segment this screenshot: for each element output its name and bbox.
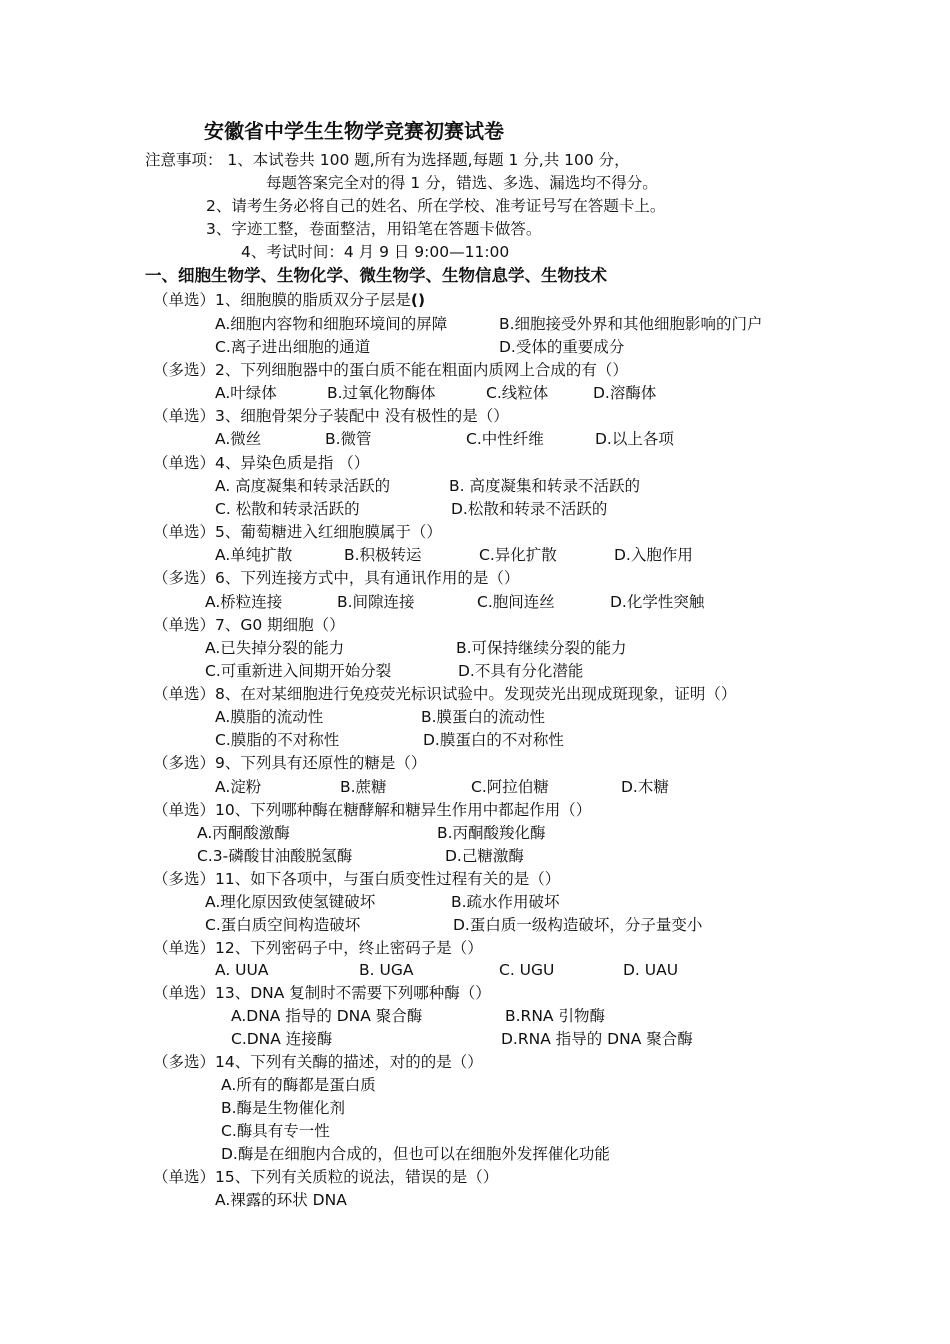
option: D.木糖 [621,778,669,796]
option: D.受体的重要成分 [499,338,625,356]
option: D. UAU [623,961,679,979]
option: B. 高度凝集和转录不活跃的 [449,477,640,495]
option: C.线粒体 [486,384,549,402]
question-stem: （单选）7、G0 期细胞（） [153,616,345,634]
option: A.微丝 [215,430,262,448]
option: A.膜脂的流动性 [215,708,324,726]
option: D.膜蛋白的不对称性 [423,731,564,749]
option: B.间隙连接 [337,593,415,611]
option: B.酶是生物催化剂 [221,1099,346,1117]
option: D.松散和转录不活跃的 [451,500,608,518]
option: D.酶是在细胞内合成的，但也可以在细胞外发挥催化功能 [221,1145,610,1163]
question-stem: （单选）4、异染色质是指 （） [153,454,370,472]
option: A.理化原因致使氢键破坏 [205,893,376,911]
question-stem: （多选）11、如下各项中，与蛋白质变性过程有关的是（） [153,870,561,888]
question-stem: （多选）14、下列有关酶的描述，对的的是（） [153,1053,483,1071]
option: A.已失掉分裂的能力 [205,639,345,657]
option: C.胞间连丝 [477,593,555,611]
option: C.异化扩散 [479,546,557,564]
note-line-4: 3、字迹工整，卷面整洁，用铅笔在答题卡做答。 [206,220,542,238]
option: B.疏水作用破坏 [451,893,560,911]
option: A.叶绿体 [215,384,277,402]
option: B.细胞接受外界和其他细胞影响的门户 [499,315,763,333]
option: A.单纯扩散 [215,546,293,564]
option: B. UGA [359,961,414,979]
question-stem: （多选）6、下列连接方式中，具有通讯作用的是（） [153,569,520,587]
option: D.RNA 指导的 DNA 聚合酶 [501,1030,693,1048]
option: D.蛋白质一级构造破坏，分子量变小 [453,916,703,934]
question-stem: （单选）1、细胞膜的脂质双分子层是() [153,291,426,309]
question-stem: （单选）12、下列密码子中，终止密码子是（） [153,939,483,957]
option: B.微管 [325,430,372,448]
question-stem: （单选）13、DNA 复制时不需要下列哪种酶（） [153,984,491,1002]
question-stem: （单选）3、细胞骨架分子装配中 没有极性的是（） [153,407,509,425]
option: B.RNA 引物酶 [505,1007,605,1025]
option: B.蔗糖 [340,778,387,796]
option: D.不具有分化潜能 [458,662,584,680]
option: B.丙酮酸羧化酶 [437,824,546,842]
option: C.膜脂的不对称性 [215,731,340,749]
option: D.己糖激酶 [445,847,524,865]
question-stem: （多选）2、下列细胞器中的蛋白质不能在粗面内质网上合成的有（） [153,361,628,379]
option: A.细胞内容物和细胞环境间的屏障 [215,315,448,333]
question-stem: （单选）15、下列有关质粒的说法，错误的是（） [153,1168,499,1186]
option: C. 松散和转录活跃的 [215,500,360,518]
note-line-1: 注意事项： 1、本试卷共 100 题,所有为选择题,每题 1 分,共 100 分， [145,151,630,169]
option: A.DNA 指导的 DNA 聚合酶 [231,1007,423,1025]
option: A.所有的酶都是蛋白质 [221,1076,376,1094]
option: B.积极转运 [344,546,422,564]
option: C.阿拉伯糖 [471,778,549,796]
question-stem: （单选）8、在对某细胞进行免疫荧光标识试验中。发现荧光出现成斑现象，证明（） [153,685,737,703]
note-line-5: 4、考试时间：4 月 9 日 9:00—11:00 [241,243,510,261]
option: A.丙酮酸激酶 [197,824,290,842]
option: C.3-磷酸甘油酸脱氢酶 [197,847,353,865]
option: C. UGU [499,961,555,979]
option: C.酶具有专一性 [221,1122,330,1140]
question-stem: （多选）9、下列具有还原性的糖是（） [153,754,427,772]
note-line-3: 2、请考生务必将自己的姓名、所在学校、准考证号写在答题卡上。 [206,197,666,215]
option: A.桥粒连接 [205,593,283,611]
option: A. UUA [215,961,269,979]
question-stem: （单选）10、下列哪种酶在糖酵解和糖异生作用中都起作用（） [153,801,592,819]
section-title: 一、细胞生物学、生物化学、微生物学、生物信息学、生物技术 [145,266,607,285]
option: C.蛋白质空间构造破坏 [205,916,361,934]
option: A. 高度凝集和转录活跃的 [215,477,391,495]
option: D.溶酶体 [593,384,657,402]
option: C.可重新进入间期开始分裂 [205,662,392,680]
note-line-2: 每题答案完全对的得 1 分，错选、多选、漏选均不得分。 [266,174,658,192]
option: A.淀粉 [215,778,262,796]
option: B.膜蛋白的流动性 [421,708,546,726]
option: D.入胞作用 [614,546,693,564]
option: C.离子进出细胞的通道 [215,338,371,356]
option: D.化学性突触 [610,593,705,611]
question-stem: （单选）5、葡萄糖进入红细胞膜属于（） [153,523,442,541]
option: C.中性纤维 [466,430,544,448]
option: D.以上各项 [595,430,674,448]
exam-title: 安徽省中学生生物学竞赛初赛试卷 [204,119,504,143]
option: A.裸露的环状 DNA [215,1191,347,1209]
option: B.可保持继续分裂的能力 [456,639,627,657]
option: C.DNA 连接酶 [231,1030,333,1048]
option: B.过氧化物酶体 [327,384,436,402]
